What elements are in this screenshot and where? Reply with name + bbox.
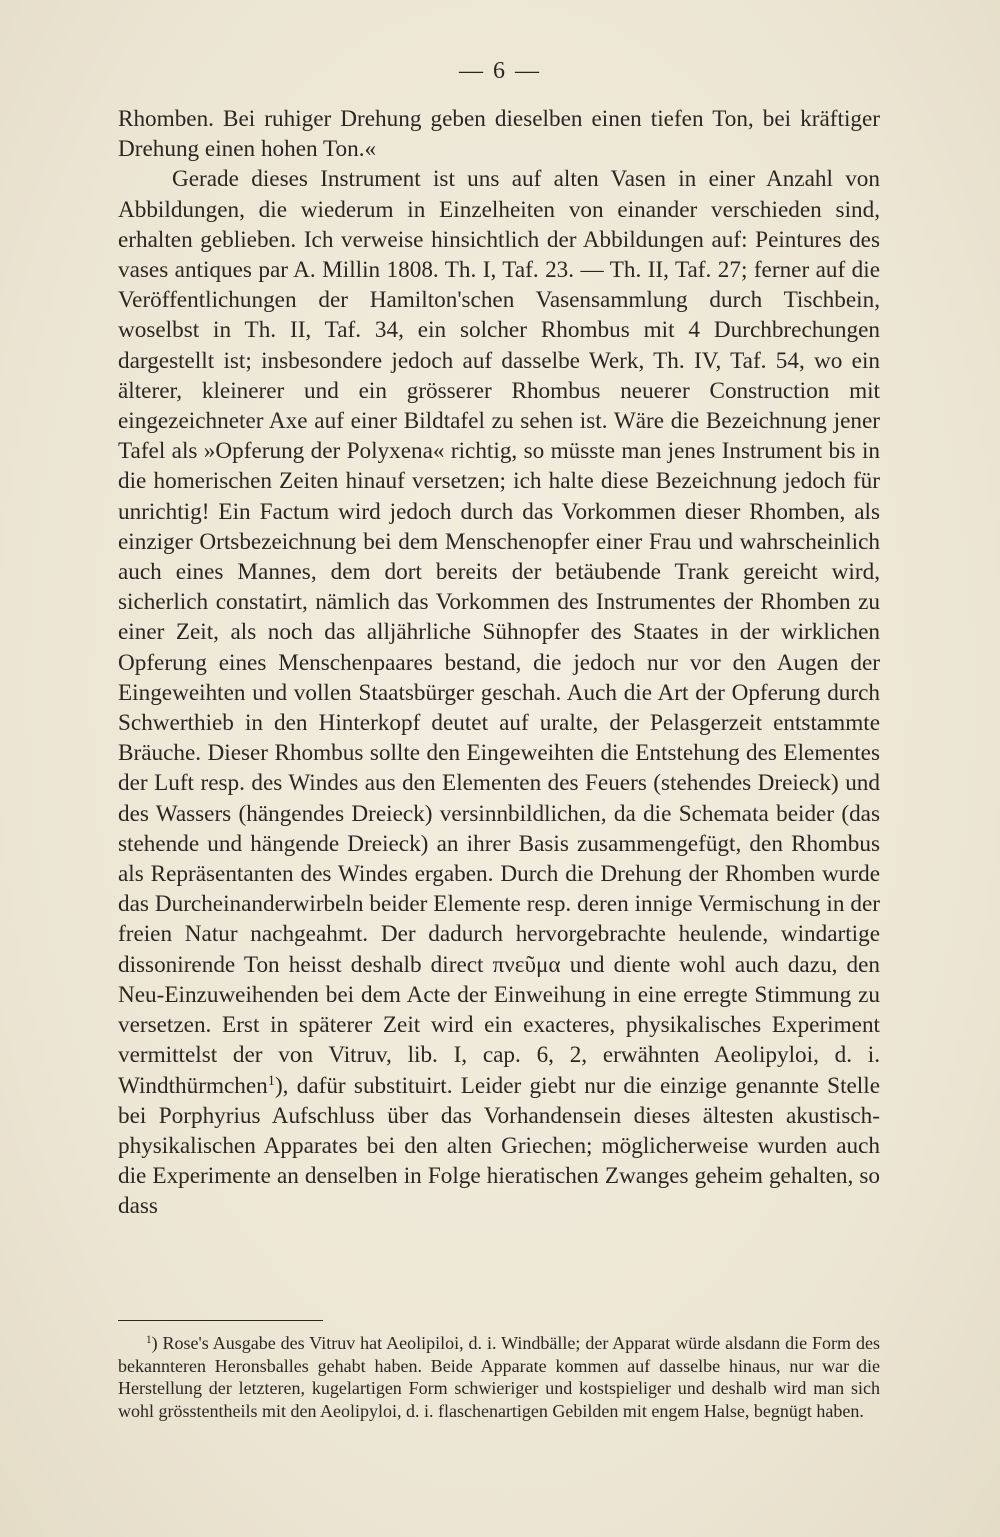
footnote-marker: 1 (146, 1333, 152, 1346)
paragraph-text: Gerade dieses Instrument ist uns auf alten Vasen in einer Anzahl von Abbildungen, die wiederum in Einzelheiten von einander verschieden sind, erhalten geblieben. Ich verweise hinsichtlich der Abbildungen auf: Peintures des vases antiques par A. Millin 1808. Th. I, Taf. 23. — Th. II, Taf. 27; ferner auf die Veröffentlichungen der Hamilton'schen Vasensammlung durch Tischbein, woselbst in Th. II, Taf. 34, ein solcher Rhombus mit 4 Durchbrechungen dargestellt ist; insbesondere jedoch auf dasselbe Werk, Th. IV, Taf. 54, wo ein älterer, kleinerer und ein grösserer Rhombus neuerer Construction mit eingezeichneter Axe auf einer Bildtafel zu sehen ist. Wäre die Bezeichnung jener Tafel als »Opferung der Polyxena« richtig, so müsste man jenes Instrument bis in die homerischen Zeiten hinauf versetzen; ich halte diese Bezeichnung jedoch für unrichtig! Ein Factum wird jedoch durch das Vorkommen dieser Rhomben, als einziger Ortsbezeichnung bei dem Menschenopfer einer Frau und wahrscheinlich auch eines Mannes, dem dort bereits der betäubende Trank gereicht wird, sicherlich constatirt, nämlich das Vorkommen des Instrumentes der Rhomben zu einer Zeit, als noch das alljährliche Sühnopfer des Staates in der wirklichen Opferung eines Menschenpaares bestand, die jedoch nur vor den Augen der Eingeweihten und vollen Staatsbürger geschah. Auch die Art der Opferung durch Schwerthieb in den Hinterkopf deutet auf uralte, der Pelasgerzeit entstammte Bräuche. Dieser Rhombus sollte den Eingeweihten die Entstehung des Elementes der Luft resp. des Windes aus den Elementen des Feuers (stehendes Dreieck) und des Wassers (hängendes Dreieck) versinnbildlichen, da die Schemata beider (das stehende und hängende Dreieck) an ihrer Basis zusammengefügt, den Rhombus als Repräsentanten des Windes ergaben. Durch die Drehung der Rhomben wurde das Durcheinanderwirbeln beider Elemente resp. deren innige Vermischung in der freien Natur nachgeahmt. Der dadurch hervorgebrachte heulende, windartige dissonirende Ton heisst deshalb direct πνεῦμα und diente wohl auch dazu, den Neu-Einzuweihenden bei dem Acte der Einweihung in eine erregte Stimmung zu versetzen. Erst in späterer Zeit wird ein exacteres, physikalisches Experiment vermittelst der von Vitruv, lib. I, cap. 6, 2, erwähnten Aeolipyloi, d. i. Windthürmchen (118, 166, 880, 1099)
footnote-paren: ) (151, 1333, 158, 1353)
footnotes (118, 1332, 880, 1422)
paragraph (118, 164, 880, 1221)
page-number: — 6 — (459, 58, 541, 84)
paragraph-text: ), dafür substituirt. Leider giebt nur die einzige genannte Stelle bei Porphyrius Aufschluss über das Vorhandensein dieses ältesten akustisch-physikalischen Apparates bei den alten Griechen; möglicherweise wurden auch die Experimente an denselben in Folge hieratischen Zwanges geheim gehalten, so dass (118, 1072, 880, 1220)
paragraph: Rhomben. Bei ruhiger Drehung geben dieselben einen tiefen Ton, bei kräftiger Drehung einen hohen Ton.« (118, 106, 880, 163)
main-text (118, 104, 880, 1222)
footnote-reference: 1 (267, 1072, 275, 1089)
footnote-text: Rose's Ausgabe des Vitruv hat Aeolipiloi, d. i. Windbälle; der Apparat würde alsdann die Form des bekannteren Heronsballes gehabt haben. Beide Apparate kommen auf dasselbe hinaus, nur war die Herstellung der letzteren, kugelartigen Form schwieriger und kostspieliger und deshalb wird man sich wohl grösstentheils mit den Aeolipyloi, d. i. flaschenartigen Gebilden mit engem Halse, begnügt haben. (118, 1333, 880, 1421)
footnote-divider (118, 1320, 323, 1321)
footnote (118, 1332, 880, 1422)
